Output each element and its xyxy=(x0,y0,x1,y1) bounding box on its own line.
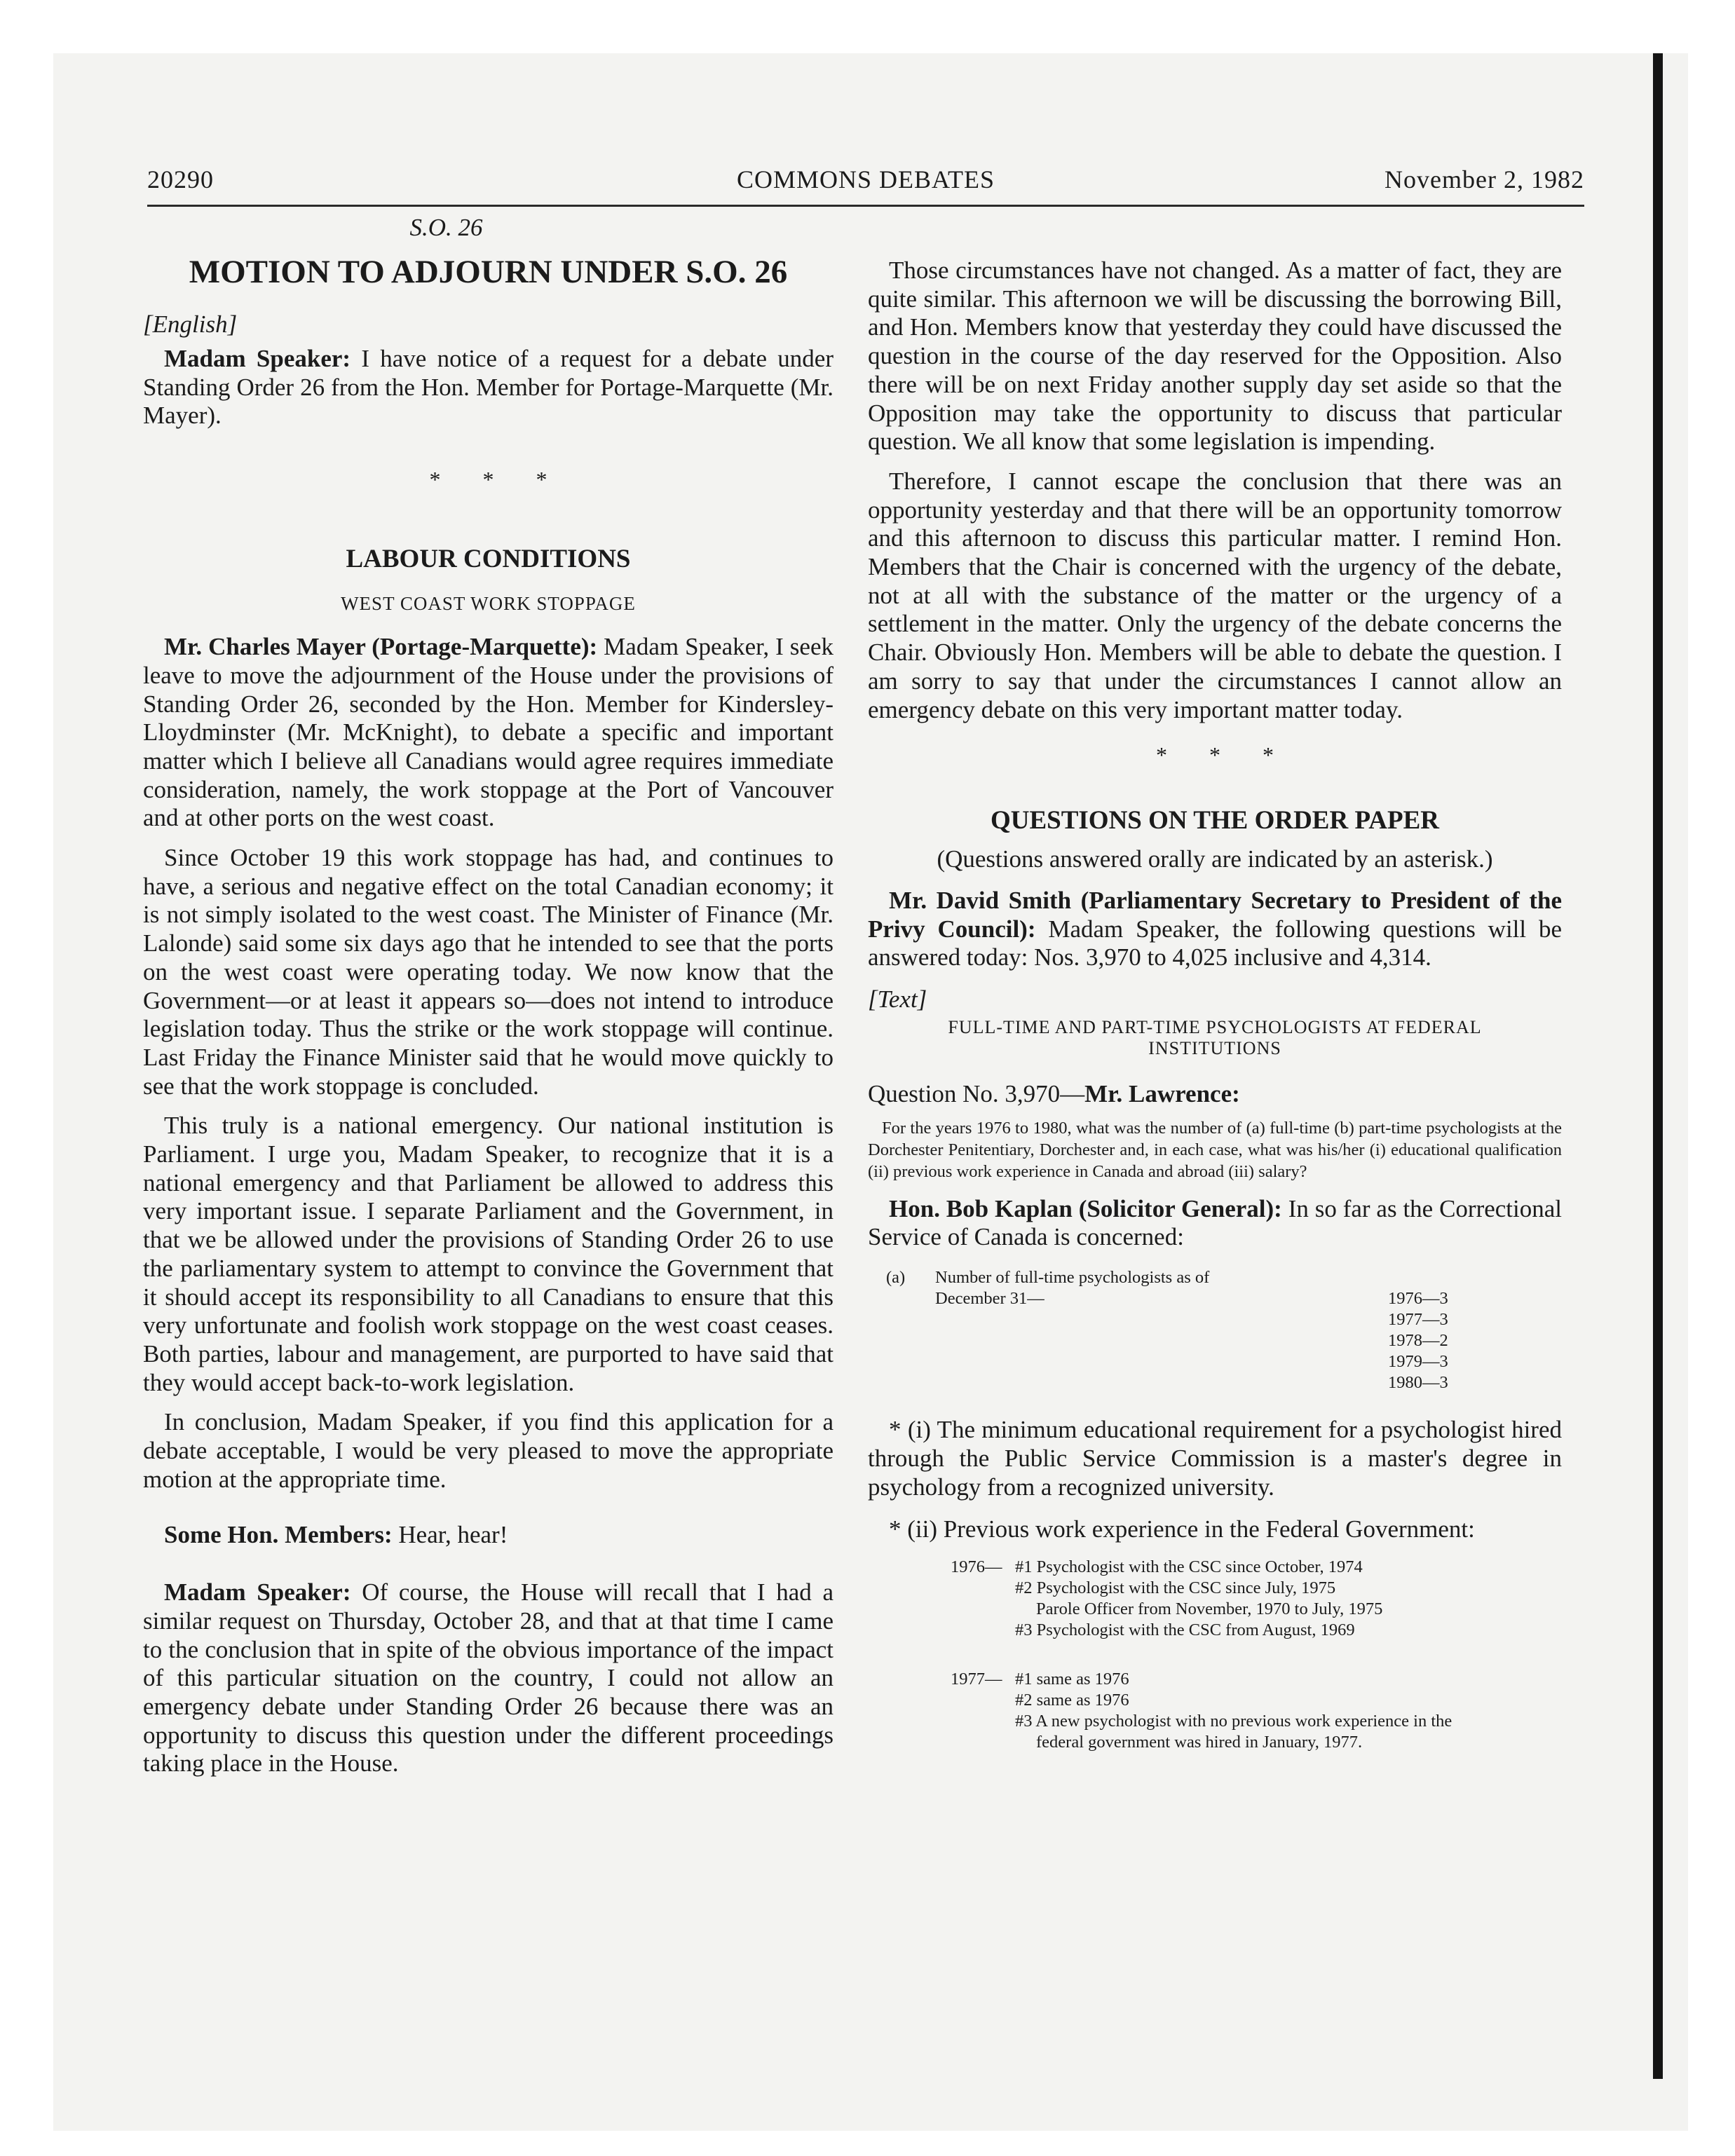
section-divider: * * * xyxy=(1156,742,1292,768)
speech-paragraph: Since October 19 this work stoppage has had, and continues to have, a serious and negative effect on the total Canadian economy; it is not simply isolated to the west coast. The Minister of Finance (Mr. Lalonde) said some six days ago that he intended to see that the ports on the west coast were operating today. We now know that the Government—or at least it appears so—does not intend to introduce legislation today. Thus the strike or the work stoppage will continue. Last Friday the Finance Minister said that he would move quickly to see that the work stoppage is concluded. xyxy=(143,844,834,1100)
experience-line: #3 Psychologist with the CSC from August, 1969 xyxy=(1015,1620,1355,1639)
table-marker: (a) xyxy=(886,1268,906,1288)
speaker-name: Hon. Bob Kaplan (Solicitor General): xyxy=(889,1194,1282,1222)
speech-paragraph: Madam Speaker: Of course, the House will recall that I had a similar request on Thursday, October 28, and that at that time I came to the conclusion that in spite of the obvious importance of the impact of this particular situation on the country, I could not allow an emergency debate under Standing Order 26 because there was an opportunity to discuss this question under the different proceedings taking place in the House. xyxy=(143,1578,834,1778)
experience-line: Parole Officer from November, 1970 to July, 1975 xyxy=(1036,1599,1383,1618)
text-tag: [Text] xyxy=(868,985,927,1014)
speech-paragraph: Hon. Bob Kaplan (Solicitor General): In so far as the Correctional Service of Canada is concerned: xyxy=(868,1194,1563,1251)
section-divider: * * * xyxy=(429,467,566,493)
speaker-name: Some Hon. Members: xyxy=(164,1520,393,1548)
experience-line: #1 Psychologist with the CSC since October, 1974 xyxy=(1015,1557,1363,1576)
table-label: Number of full-time psychologists as of xyxy=(935,1268,1210,1288)
speaker-name: Madam Speaker: xyxy=(164,1578,351,1606)
page-header xyxy=(147,163,1584,207)
question-text: For the years 1976 to 1980, what was the number of (a) full-time (b) part-time psychologists at the Dorchester Penitentiary, Dorchester and, in each case, what was his/her (i) educational qualification (ii) previous work experience in Canada and abroad (iii) salary? xyxy=(868,1118,1562,1181)
table-label: December 31— xyxy=(935,1289,1045,1309)
speech-paragraph: Those circumstances have not changed. As a matter of fact, they are quite similar. This afternoon we will be discussing the borrowing Bill, and Hon. Members know that yesterday they could have discussed the question in the course of the day reserved for the Opposition. Also there will be on next Friday another supply day set aside so that the Opposition may take the opportunity to discuss that particular question. We all know that some legislation is impending. xyxy=(868,257,1562,456)
speech-paragraph: Mr. David Smith (Parliamentary Secretary to President of the Privy Council): Madam Speaker, the following questions will be answered today: Nos. 3,970 to 4,025 inclusive and 4,314. xyxy=(868,886,1563,971)
speaker-name: Mr. David Smith (Parliamentary Secretary to President of the Privy Council): xyxy=(868,886,1562,943)
question-heading: Question No. 3,970—Mr. Lawrence: xyxy=(868,1080,1240,1108)
speaker-name: Mr. Charles Mayer (Portage-Marquette): xyxy=(164,633,598,661)
experience-line: #2 same as 1976 xyxy=(1015,1690,1129,1710)
section-subtitle: WEST COAST WORK STOPPAGE xyxy=(341,593,636,615)
speech-paragraph: Some Hon. Members: Hear, hear! xyxy=(164,1520,508,1548)
speaker-name: Madam Speaker: xyxy=(164,345,351,372)
experience-line: federal government was hired in January, 1977. xyxy=(1036,1732,1363,1752)
section-title: QUESTIONS ON THE ORDER PAPER xyxy=(990,806,1440,835)
answer-paragraph: * (ii) Previous work experience in the Federal Government: xyxy=(889,1515,1475,1543)
experience-line: #3 A new psychologist with no previous work experience in the xyxy=(1015,1711,1452,1731)
year-value-list xyxy=(1388,1288,1448,1393)
speech-paragraph: This truly is a national emergency. Our national institution is Parliament. I urge you, Madam Speaker, to recognize that it is a national emergency and that Parliament be allowed to address this very important issue. I separate Parliament and the Government, in that we be allowed under the provisions of Standing Order 26 to use the parliamentary system to attempt to convince the Government that it should accept its responsibility to all Canadians to ensure that this very unfortunate and foolish work stoppage on the west coast ceases. Both parties, labour and management, are purported to have said that they would accept back-to-work legislation. xyxy=(143,1112,834,1396)
speech-paragraph: In conclusion, Madam Speaker, if you find this application for a debate acceptable, I would be very pleased to move the appropriate motion at the appropriate time. xyxy=(143,1408,834,1493)
member-name: Mr. Lawrence: xyxy=(1084,1080,1240,1108)
page-number: 20290 xyxy=(147,165,214,193)
year-value: 1978—2 xyxy=(1388,1331,1448,1351)
page-date: November 2, 1982 xyxy=(1384,165,1584,193)
experience-year: 1977— xyxy=(951,1669,1002,1688)
answer-table-a xyxy=(868,1267,1562,1405)
year-value: 1980—3 xyxy=(1388,1373,1448,1393)
year-value: 1977—3 xyxy=(1388,1310,1448,1330)
speech-paragraph: Therefore, I cannot escape the conclusion that there was an opportunity yesterday and that there will be an opportunity tomorrow and this afternoon to discuss this particular matter. I remind Hon. Members that the Chair is concerned with the urgency of the debate, not at all with the substance of the matter or the urgency of a settlement in the matter. Only the urgency of the debate concerns the Chair. Obviously Hon. Members will be able to debate the question. I am sorry to say that under the circumstances I cannot allow an emergency debate on this very important matter today. xyxy=(868,467,1562,723)
section-title: LABOUR CONDITIONS xyxy=(346,545,631,574)
question-title: FULL-TIME AND PART-TIME PSYCHOLOGISTS AT FEDERAL INSTITUTIONS xyxy=(948,1017,1482,1059)
section-note: (Questions answered orally are indicated by an asterisk.) xyxy=(937,845,1493,873)
right-column xyxy=(868,210,1562,1760)
year-value: 1979—3 xyxy=(1388,1352,1448,1372)
experience-1977 xyxy=(868,1669,1562,1760)
experience-1976 xyxy=(868,1557,1562,1660)
left-column xyxy=(143,210,834,1789)
binding-edge xyxy=(1653,53,1663,2079)
language-tag: [English] xyxy=(143,311,238,338)
experience-line: #2 Psychologist with the CSC since July, 1975 xyxy=(1015,1578,1336,1597)
experience-year: 1976— xyxy=(951,1557,1002,1576)
motion-title: MOTION TO ADJOURN UNDER S.O. 26 xyxy=(189,254,788,290)
publication-title: COMMONS DEBATES xyxy=(736,165,995,193)
answer-paragraph: * (i) The minimum educational requirement for a psychologist hired through the Public Service Commission is a master's degree in psychology from a recognized university. xyxy=(868,1416,1562,1501)
experience-line: #1 same as 1976 xyxy=(1015,1669,1129,1688)
year-value: 1976—3 xyxy=(1388,1289,1448,1309)
so-label: S.O. 26 xyxy=(409,214,483,241)
speech-paragraph: Madam Speaker: I have notice of a request for a debate under Standing Order 26 from the Hon. Member for Portage-Marquette (Mr. Mayer). xyxy=(143,345,834,430)
speech-paragraph: Mr. Charles Mayer (Portage-Marquette): Madam Speaker, I seek leave to move the adjournment of the House under the provisions of Standing Order 26, seconded by the Hon. Member for Kindersley-Lloydminster (Mr. McKnight), to debate a specific and important matter which I believe all Canadians would agree requires immediate consideration, namely, the work stoppage at the Port of Vancouver and at other ports on the west coast. xyxy=(143,633,834,832)
